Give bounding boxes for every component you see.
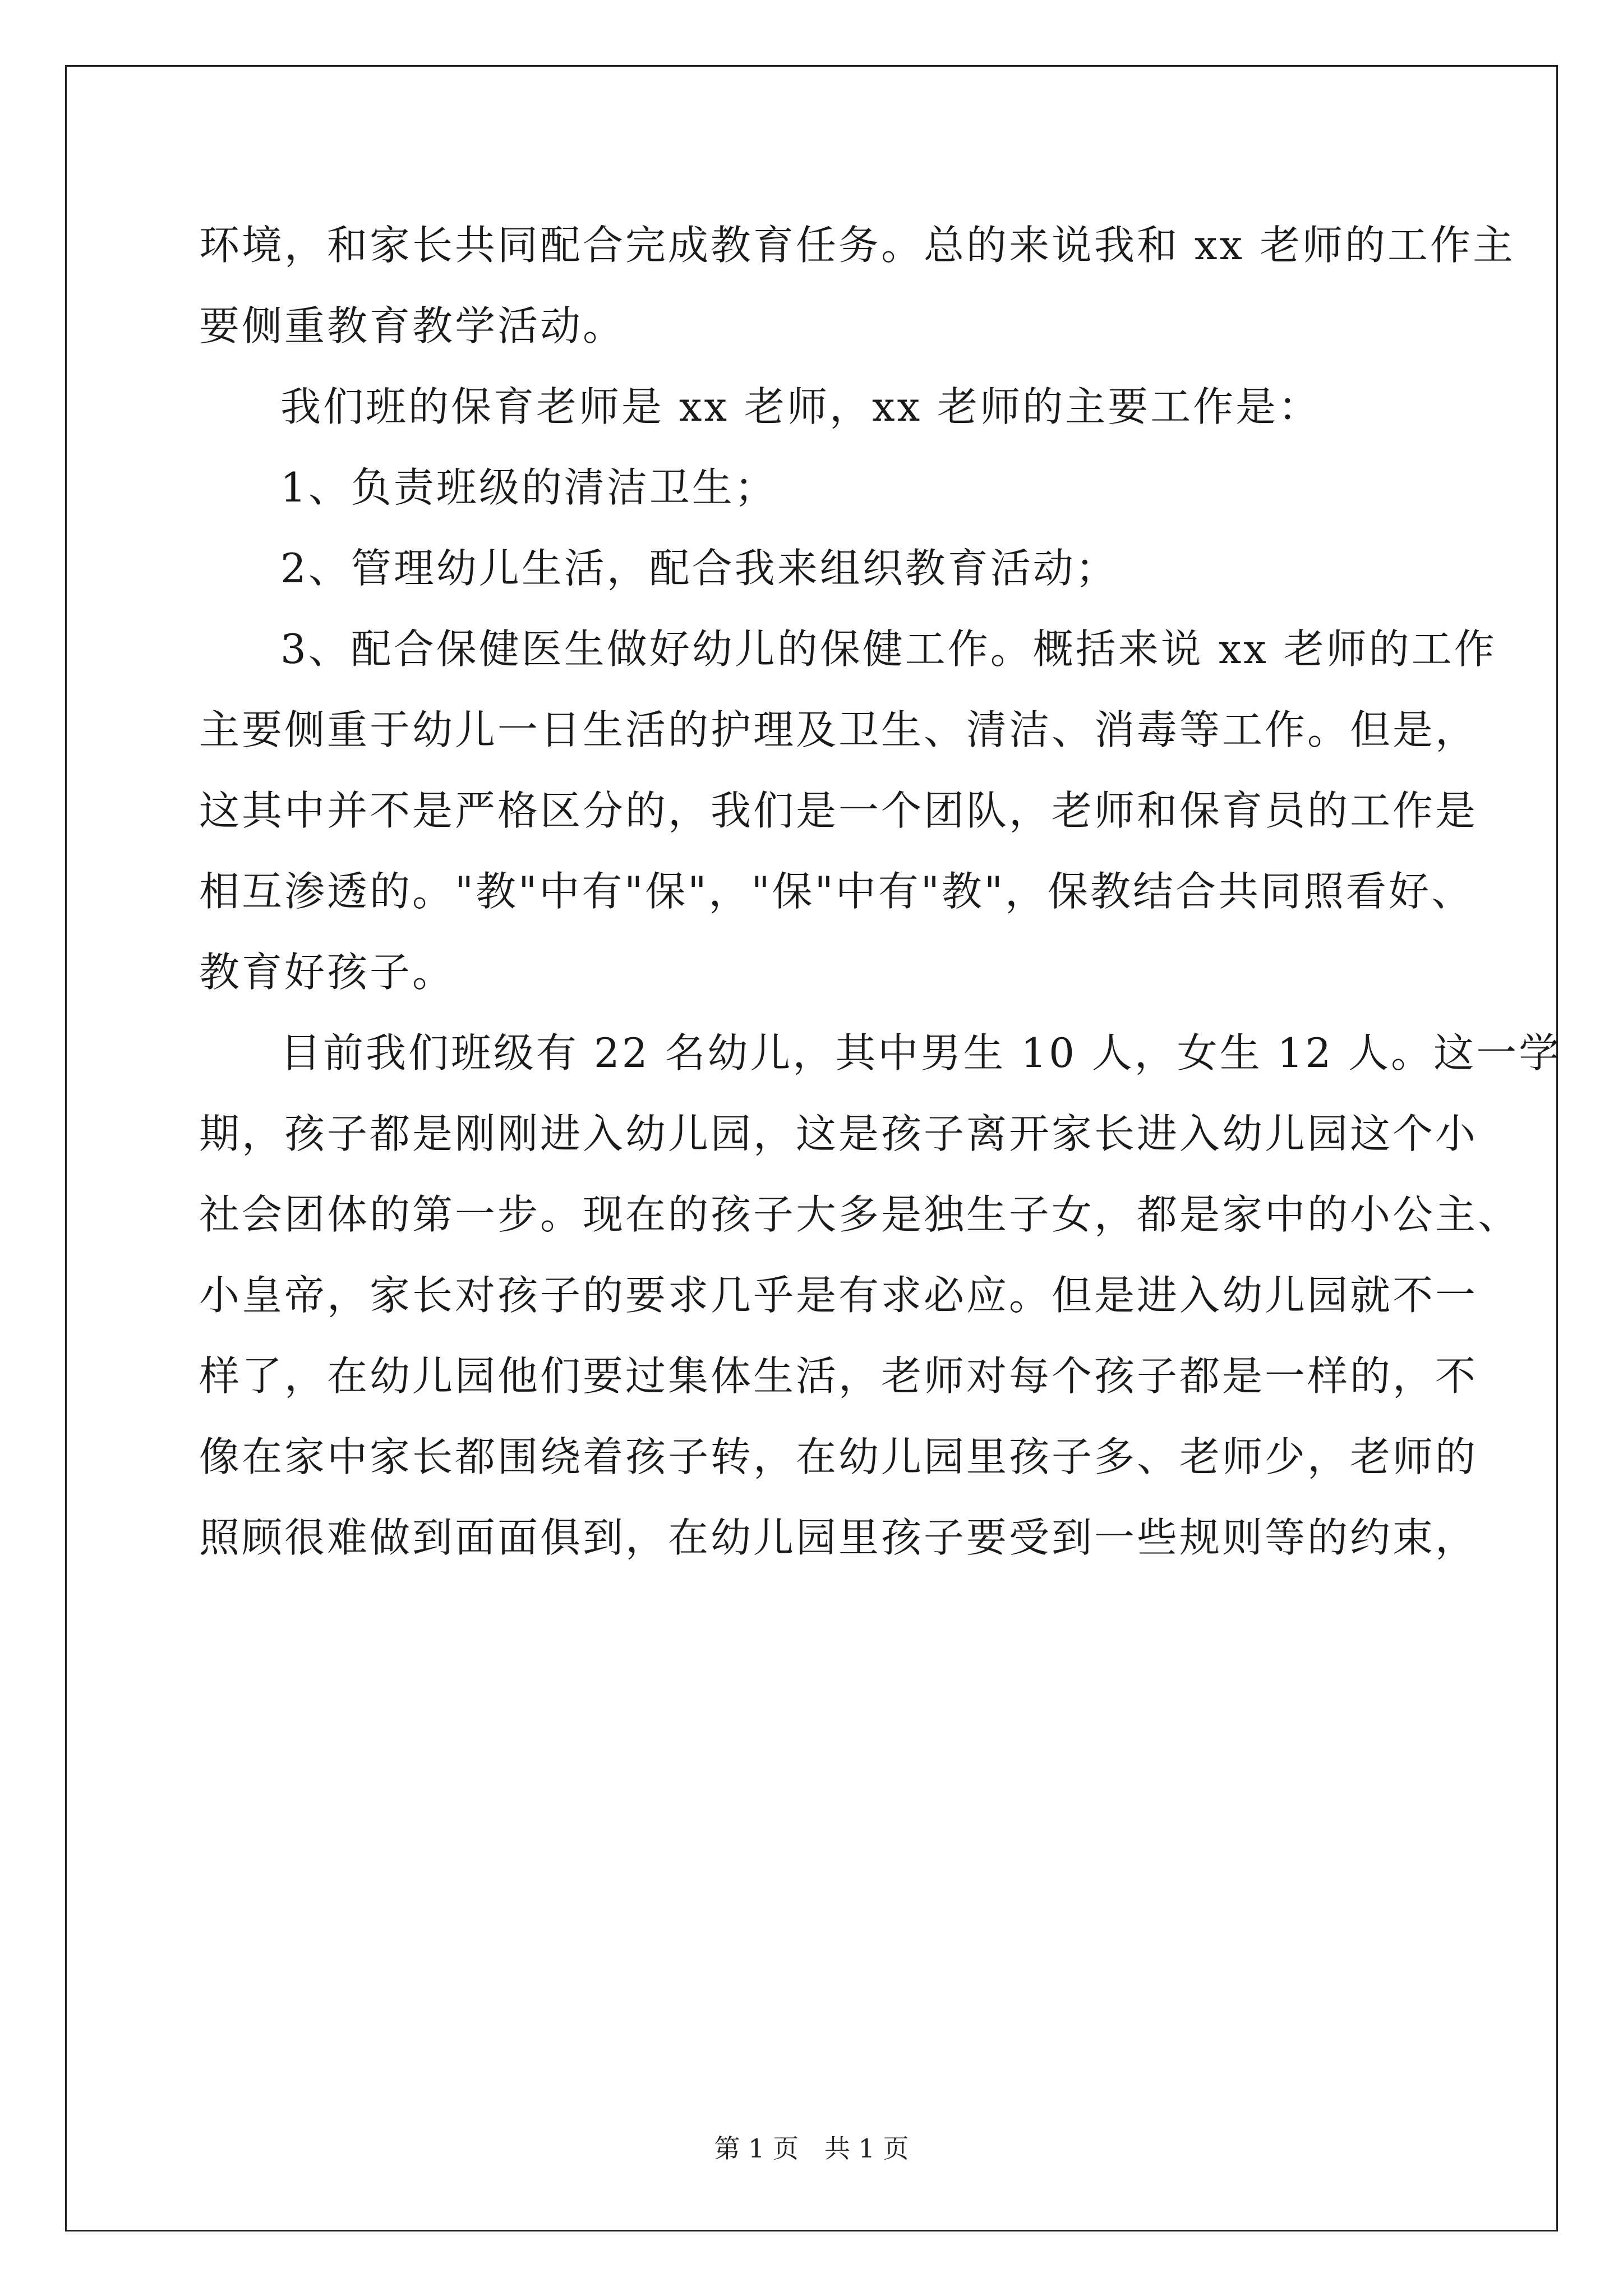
text-line: 期，孩子都是刚刚进入幼儿园，这是孩子离开家长进入幼儿园这个小 — [199, 1110, 1478, 1157]
text-line: 这其中并不是严格区分的，我们是一个团队，老师和保育员的工作是 — [199, 787, 1478, 834]
text-line: 照顾很难做到面面俱到，在幼儿园里孩子要受到一些规则等的约束， — [199, 1514, 1478, 1561]
page-footer: 第 1 页 共 1 页 — [714, 2133, 909, 2164]
text-line: 2、管理幼儿生活，配合我来组织教育活动； — [280, 545, 1118, 592]
text-line: 相互渗透的。"教"中有"保"，"保"中有"教"，保教结合共同照看好、 — [199, 868, 1474, 915]
text-line: 像在家中家长都围绕着孩子转，在幼儿园里孩子多、老师少，老师的 — [199, 1433, 1478, 1480]
text-line: 主要侧重于幼儿一日生活的护理及卫生、清洁、消毒等工作。但是， — [199, 706, 1478, 753]
text-line: 环境，和家长共同配合完成教育任务。总的来说我和 xx 老师的工作主 — [199, 222, 1515, 269]
text-line: 1、负责班级的清洁卫生； — [280, 464, 777, 511]
text-line: 社会团体的第一步。现在的孩子大多是独生子女，都是家中的小公主、 — [199, 1191, 1521, 1238]
document-body — [199, 205, 1562, 1578]
text-line: 要侧重教育教学活动。 — [199, 302, 626, 349]
text-line: 教育好孩子。 — [199, 949, 455, 996]
text-line: 目前我们班级有 22 名幼儿，其中男生 10 人，女生 12 人。这一学 — [280, 1029, 1562, 1076]
text-line: 3、配合保健医生做好幼儿的保健工作。概括来说 xx 老师的工作 — [280, 625, 1497, 673]
text-line: 小皇帝，家长对孩子的要求几乎是有求必应。但是进入幼儿园就不一 — [199, 1272, 1478, 1319]
text-line: 样了，在幼儿园他们要过集体生活，老师对每个孩子都是一样的，不 — [199, 1352, 1478, 1400]
text-line: 我们班的保育老师是 xx 老师，xx 老师的主要工作是： — [280, 383, 1321, 430]
